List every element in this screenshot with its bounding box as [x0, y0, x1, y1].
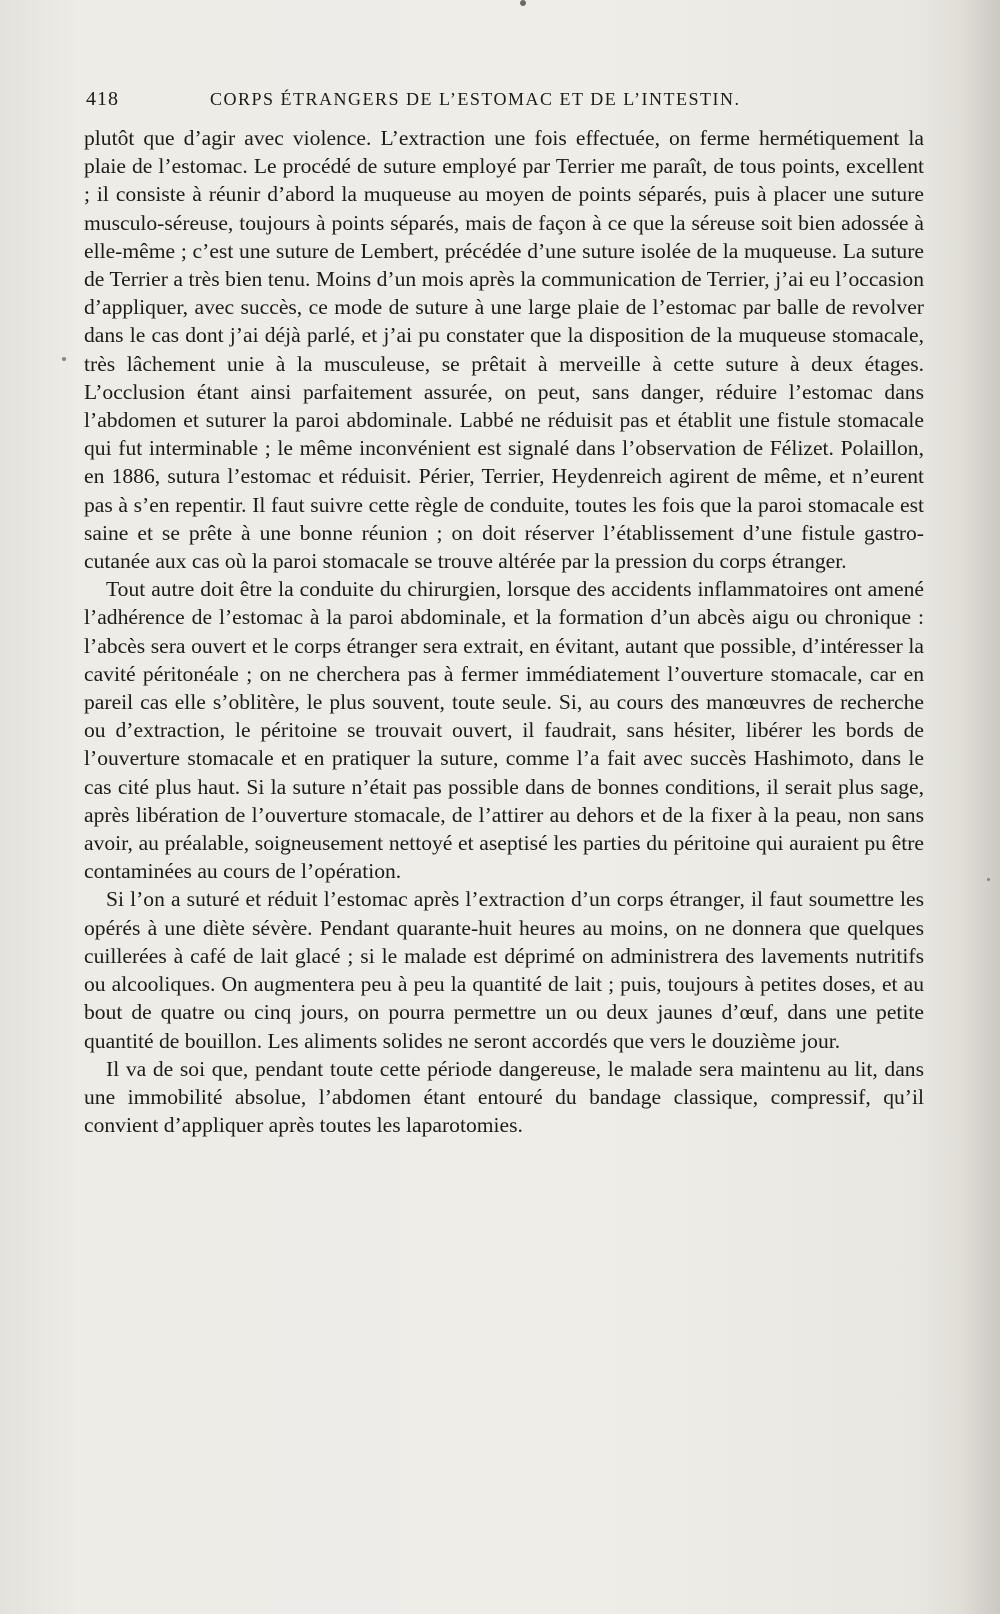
margin-speck	[62, 357, 66, 361]
page-header	[86, 88, 906, 116]
body-text	[84, 124, 924, 1139]
paragraph-4: Il va de soi que, pendant toute cette période dangereuse, le malade sera maintenu au lit, dans une immobilité absolue, l’abdomen étant entouré du bandage classique, compressif, qu’il convient d’appliquer après toutes les laparotomies.	[84, 1056, 924, 1138]
paragraph-3: Si l’on a suturé et réduit l’estomac après l’extraction d’un corps étranger, il faut soumettre les opérés à une diète sévère. Pendant quarante-huit heures au moins, on ne donnera que quelques cuillerées à café de lait glacé ; si le malade est déprimé on administrera des lavements nutritifs ou alcooliques. On augmentera peu à peu la quantité de lait ; puis, toujours à petites doses, et au bout de quatre ou cinq jours, on pourra permettre un ou deux jaunes d’œuf, dans une petite quantité de bouillon. Les aliments solides ne seront accordés que vers le douzième jour.	[84, 887, 924, 1053]
margin-speck-right	[987, 878, 990, 881]
ink-smudge	[520, 0, 526, 6]
paragraph-2: Tout autre doit être la conduite du chirurgien, lorsque des accidents inflammatoires ont amené l’adhérence de l’estomac à la paroi abdominale, et la formation d’un abcès aigu ou chronique : l’abcès sera ouvert et le corps étranger sera extrait, en évitant, autant que possible, d’intéresser la cavité péritonéale ; on ne cherchera pas à fermer immédiatement l’ouverture stomacale, car en pareil cas elle s’oblitère, le plus souvent, toute seule. Si, au cours des manœuvres de recherche ou d’extraction, le péritoine se trouvait ouvert, il faudrait, sans hésiter, libérer les bords de l’ouverture stomacale et en pratiquer la suture, comme l’a fait avec succès Hashimoto, dans le cas cité plus haut. Si la suture n’était pas possible dans de bonnes conditions, il serait plus sage, après libération de l’ouverture stomacale, de l’attirer au dehors et de la fixer à la peau, non sans avoir, au préalable, soigneusement nettoyé et aseptisé les parties du péritoine qui auraient pu être contaminées au cours de l’opération.	[84, 577, 924, 884]
running-head: CORPS ÉTRANGERS DE L’ESTOMAC ET DE L’INTESTIN.	[210, 89, 741, 109]
page-number: 418	[86, 88, 119, 110]
page-edge-shadow	[960, 0, 1000, 1614]
paragraph-1: plutôt que d’agir avec violence. L’extraction une fois effectuée, on ferme hermétiquement la plaie de l’estomac. Le procédé de suture employé par Terrier me paraît, de tous points, excellent ; il consiste à réunir d’abord la muqueuse au moyen de points séparés, puis à placer une suture musculo-séreuse, toujours à points séparés, mais de façon à ce que la séreuse soit bien adossée à elle-même ; c’est une suture de Lembert, précédée d’une suture isolée de la muqueuse. La suture de Terrier a très bien tenu. Moins d’un mois après la communication de Terrier, j’ai eu l’occasion d’appliquer, avec succès, ce mode de suture à une large plaie de l’estomac par balle de revolver dans le cas dont j’ai déjà parlé, et j’ai pu constater que la disposition de la muqueuse stomacale, très lâchement unie à la musculeuse, se prêtait à merveille à cette suture à deux étages. L’occlusion étant ainsi parfaitement assurée, on peut, sans danger, réduire l’estomac dans l’abdomen et suturer la paroi abdominale. Labbé ne réduisit pas et établit une fistule stomacale qui fut interminable ; le même inconvénient est signalé dans l’observation de Félizet. Polaillon, en 1886, sutura l’estomac et réduisit. Périer, Terrier, Heydenreich agirent de même, et n’eurent pas à s’en repentir. Il faut suivre cette règle de conduite, toutes les fois que la paroi stomacale est saine et se prête à une bonne réunion ; on doit réserver l’établissement d’une fistule gastro-cutanée aux cas où la paroi stomacale se trouve altérée par la pression du corps étranger.	[84, 126, 924, 574]
